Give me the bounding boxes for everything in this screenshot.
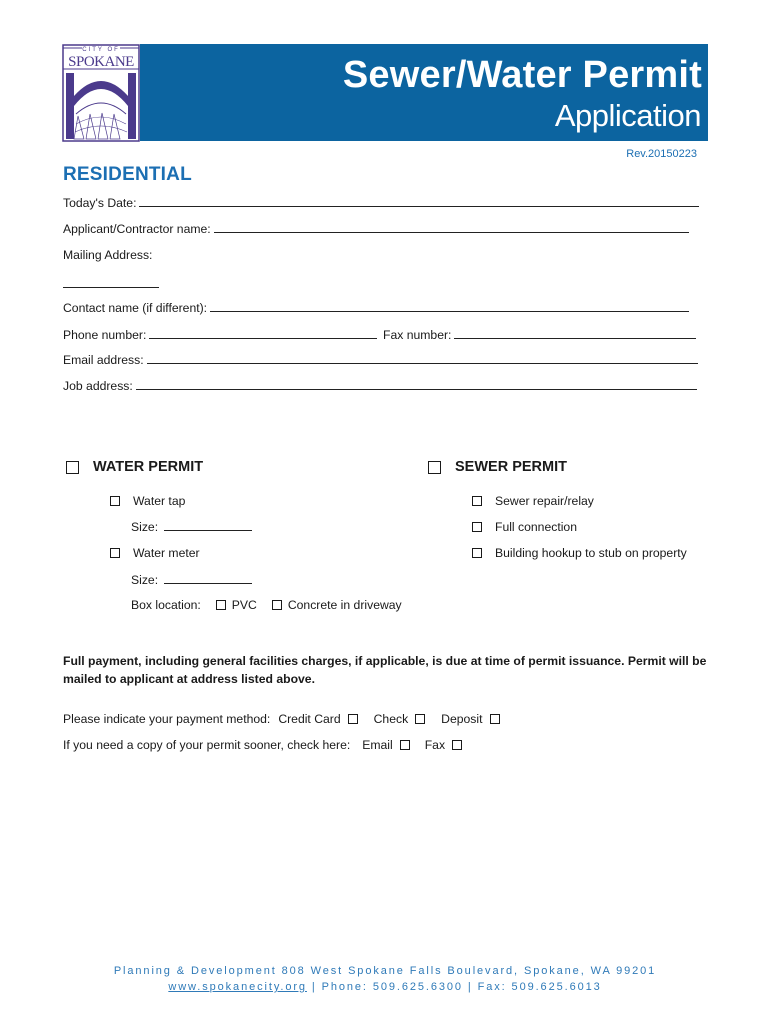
sewer-permit-heading[interactable] [428, 459, 567, 475]
deposit-checkbox[interactable] [490, 714, 500, 724]
contact-name-label: Contact name (if different): [63, 301, 208, 315]
copy-fax-label: Fax [424, 738, 446, 752]
water-tap-size-field[interactable] [131, 520, 252, 534]
city-logo [62, 44, 140, 142]
email-label: Email address: [63, 353, 144, 367]
water-meter-size-field[interactable] [131, 573, 252, 587]
svg-text:CITY OF: CITY OF [82, 47, 120, 53]
job-address-field[interactable] [63, 379, 697, 393]
contact-name-line[interactable] [210, 311, 689, 312]
document-subtitle: Application [554, 98, 701, 133]
payment-notice: Full payment, including general facilities charges, if applicable, is due at time of permit issuance. Permit will be mailed to applicant at address listed above. [63, 654, 707, 686]
water-tap-option[interactable] [110, 494, 185, 508]
building-hookup-checkbox[interactable] [472, 548, 482, 558]
sewer-repair-label: Sewer repair/relay [495, 494, 594, 508]
fax-field[interactable] [383, 328, 696, 342]
mailing-address-line[interactable] [63, 287, 159, 288]
sewer-repair-option[interactable] [472, 494, 594, 508]
water-tap-size-line[interactable] [164, 530, 252, 531]
mailing-address-label: Mailing Address: [63, 248, 153, 262]
water-tap-checkbox[interactable] [110, 496, 120, 506]
applicant-label: Applicant/Contractor name: [63, 222, 211, 236]
svg-text:SPOKANE: SPOKANE [68, 54, 134, 70]
water-meter-checkbox[interactable] [110, 548, 120, 558]
copy-fax-checkbox[interactable] [452, 740, 462, 750]
footer-phone-fax: | Phone: 509.625.6300 | Fax: 509.625.6013 [306, 981, 602, 993]
pvc-label: PVC [231, 598, 257, 612]
building-hookup-option[interactable] [472, 546, 687, 560]
credit-card-checkbox[interactable] [348, 714, 358, 724]
applicant-field[interactable] [63, 222, 689, 236]
phone-label: Phone number: [63, 328, 147, 342]
phone-field[interactable] [63, 328, 377, 342]
sewer-repair-checkbox[interactable] [472, 496, 482, 506]
permit-copy-row [63, 738, 462, 752]
email-field[interactable] [63, 353, 698, 367]
water-meter-label: Water meter [133, 546, 200, 560]
copy-email-label: Email [362, 738, 393, 752]
fax-label: Fax number: [383, 328, 452, 342]
sewer-permit-checkbox[interactable] [428, 461, 441, 474]
concrete-label: Concrete in driveway [287, 598, 402, 612]
permit-copy-label: If you need a copy of your permit sooner, check here: [63, 738, 351, 752]
pvc-checkbox[interactable] [216, 600, 226, 610]
credit-card-label: Credit Card [278, 712, 341, 726]
job-address-label: Job address: [63, 379, 133, 393]
mailing-address-field[interactable] [63, 248, 152, 262]
sewer-permit-label: SEWER PERMIT [455, 459, 567, 475]
water-meter-size-label: Size: [131, 573, 159, 587]
todays-date-line[interactable] [139, 206, 699, 207]
check-checkbox[interactable] [415, 714, 425, 724]
water-meter-size-line[interactable] [164, 583, 252, 584]
phone-line[interactable] [149, 338, 377, 339]
section-heading-residential: RESIDENTIAL [63, 164, 192, 185]
footer-contact [0, 981, 770, 993]
water-permit-label: WATER PERMIT [93, 459, 204, 475]
todays-date-field[interactable] [63, 196, 699, 210]
check-label: Check [373, 712, 409, 726]
payment-method-label: Please indicate your payment method: [63, 712, 271, 726]
water-tap-size-label: Size: [131, 520, 159, 534]
applicant-line[interactable] [214, 232, 689, 233]
website-link[interactable]: www.spokanecity.org [168, 981, 307, 993]
full-connection-option[interactable] [472, 520, 577, 534]
payment-method-row [63, 712, 500, 726]
contact-name-field[interactable] [63, 301, 689, 315]
document-title: Sewer/Water Permit [342, 54, 702, 96]
job-address-line[interactable] [136, 389, 697, 390]
concrete-checkbox[interactable] [272, 600, 282, 610]
revision-label: Rev.20150223 [626, 148, 697, 160]
email-line[interactable] [147, 363, 698, 364]
full-connection-checkbox[interactable] [472, 522, 482, 532]
fax-line[interactable] [454, 338, 696, 339]
water-tap-label: Water tap [133, 494, 186, 508]
footer-address: Planning & Development 808 West Spokane Falls Boulevard, Spokane, WA 99201 [113, 965, 657, 977]
water-meter-option[interactable] [110, 546, 200, 560]
copy-email-checkbox[interactable] [400, 740, 410, 750]
full-connection-label: Full connection [495, 520, 577, 534]
water-permit-checkbox[interactable] [66, 461, 79, 474]
box-location-label: Box location: [131, 598, 201, 612]
title-banner [140, 44, 708, 141]
todays-date-label: Today's Date: [63, 196, 137, 210]
box-location-row [131, 598, 402, 612]
water-permit-heading[interactable] [66, 459, 203, 475]
deposit-label: Deposit [441, 712, 483, 726]
building-hookup-label: Building hookup to stub on property [495, 546, 687, 560]
